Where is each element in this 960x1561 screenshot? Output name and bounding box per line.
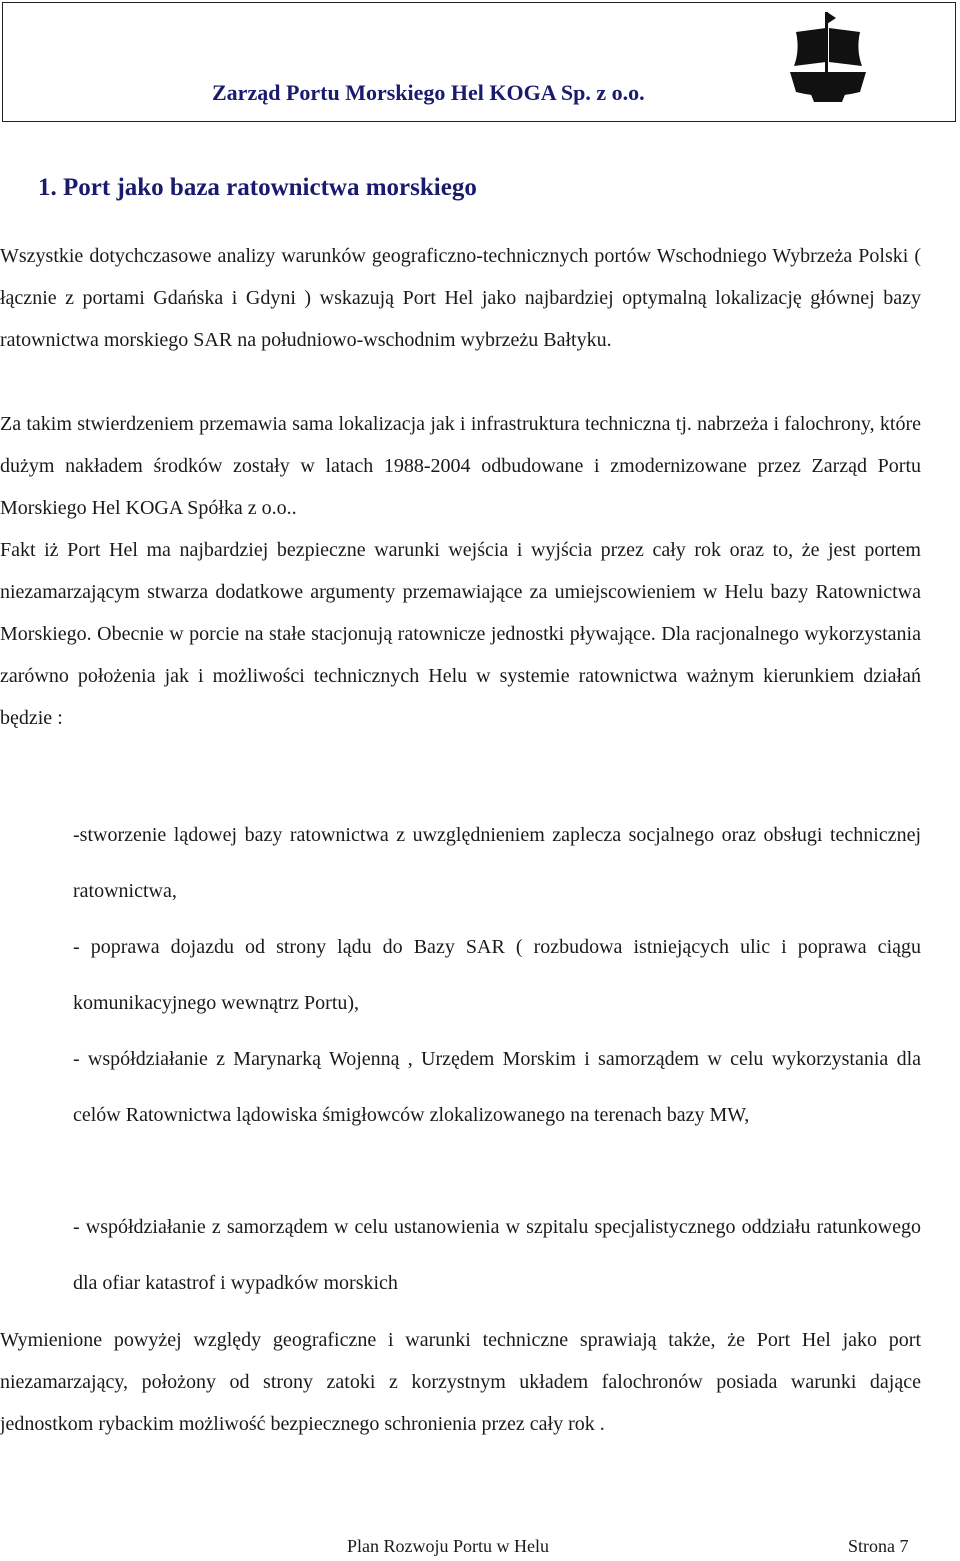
paragraph-infrastructure: Za takim stwierdzeniem przemawia sama lokalizacja jak i infrastruktura techniczna tj. nabrzeża i falochrony, które dużym nakładem środków zostały w latach 1988-2004 odbudowane i zmodernizowane przez Zarząd Portu Morskiego Hel KOGA Spółka z o.o.. (0, 413, 921, 519)
footer-page-number: Strona 7 (848, 1536, 909, 1556)
paragraph-intro: Wszystkie dotychczasowe analizy warunków geograficzno-technicznych portów Wschodniego Wybrzeża Polski ( łącznie z portami Gdańska i Gdyni ) wskazują Port Hel jako najbardziej optymalną lokalizację głównej bazy ratownictwa morskiego SAR na południowo-wschodnim wybrzeżu Bałtyku. (0, 245, 921, 351)
bullet-item-access-road: - poprawa dojazdu od strony lądu do Bazy SAR ( rozbudowa istniejących ulic i poprawa ciągu komunikacyjnego wewnątrz Portu), (73, 936, 921, 1014)
bullet-item-land-base: -stworzenie lądowej bazy ratownictwa z uwzględnieniem zaplecza socjalnego oraz obsługi technicznej ratownictwa, (73, 824, 921, 902)
header-title: Zarząd Portu Morskiego Hel KOGA Sp. z o.o. (212, 80, 645, 105)
section-title: 1. Port jako baza ratownictwa morskiego (38, 174, 477, 201)
ship-logo-icon (780, 10, 876, 110)
paragraph-conditions: Fakt iż Port Hel ma najbardziej bezpieczne warunki wejścia i wyjścia przez cały rok oraz to, że jest portem niezamarzającym stwarza dodatkowe argumenty przemawiające za umiejscowieniem w Helu bazy Ratownictwa Morskiego. Obecnie w porcie na stałe stacjonują ratownicze jednostki pływające. Dla racjonalnego wykorzystania zarówno położenia jak i możliwości technicznych Helu w systemie ratownictwa ważnym kierunkiem działań będzie : (0, 539, 921, 729)
bullet-item-hospital: - współdziałanie z samorządem w celu ustanowienia w szpitalu specjalistycznego oddziału ratunkowego dla ofiar katastrof i wypadków morskich (73, 1216, 921, 1294)
footer-doc-title: Plan Rozwoju Portu w Helu (347, 1536, 549, 1556)
paragraph-closing: Wymienione powyżej względy geograficzne i warunki techniczne sprawiają także, że Port Hel jako port niezamarzający, położony od strony zatoki z korzystnym układem falochronów posiada warunki dające jednostkom rybackim możliwość bezpiecznego schronienia przez cały rok . (0, 1329, 921, 1435)
bullet-item-navy-cooperation: - współdziałanie z Marynarką Wojenną , Urzędem Morskim i samorządem w celu wykorzystania dla celów Ratownictwa lądowiska śmigłowców zlokalizowanego na terenach bazy MW, (73, 1048, 921, 1126)
